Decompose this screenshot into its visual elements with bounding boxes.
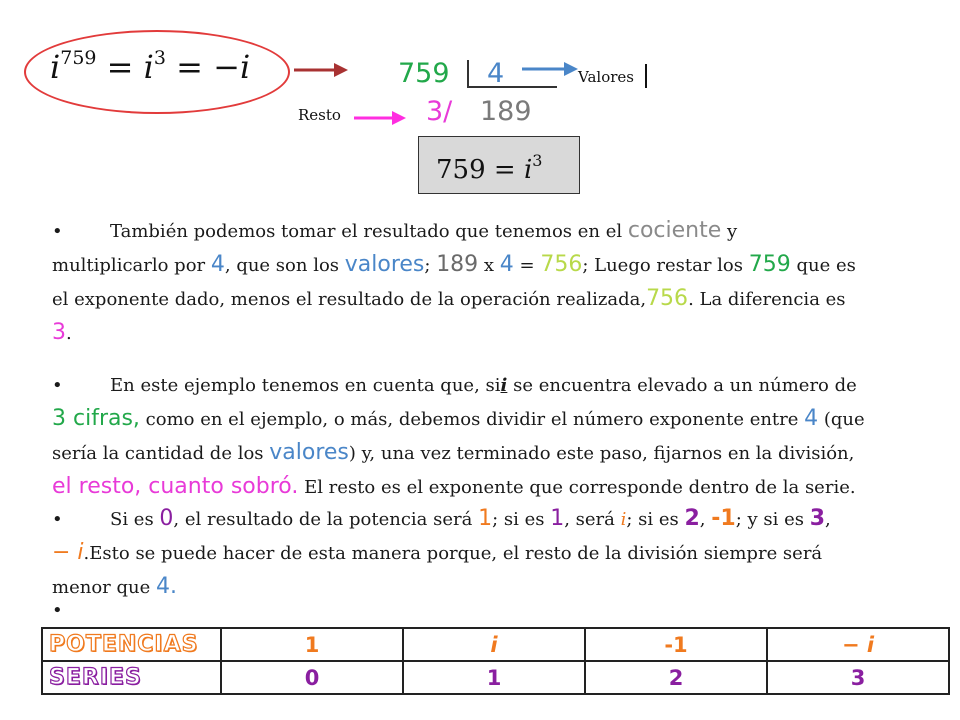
- bullet: •: [52, 600, 63, 621]
- valores-label: Valores: [578, 68, 634, 86]
- table-cell: -1: [585, 628, 767, 661]
- arrow-right-icon: [520, 59, 580, 79]
- division-remainder: 3/: [426, 96, 453, 127]
- equation: $i^{759} = i^3 = -i$: [50, 47, 251, 86]
- division-dividend: 759: [398, 58, 450, 89]
- bullet: •: [52, 509, 63, 530]
- division-bracket: [467, 86, 557, 88]
- table-row: [42, 661, 949, 694]
- table-cell: i: [403, 628, 585, 661]
- text-cursor: [645, 64, 647, 88]
- table-cell: 3: [767, 661, 949, 694]
- division-divisor: 4: [487, 58, 505, 89]
- result-equation: $759 = i^3$: [436, 151, 543, 185]
- paragraph-cociente: • También podemos tomar el resultado que tenemos en el cociente y multiplicarlo por 4, que son los valores; 189 x 4 = 756; Luego restar los 759 que es el exponente dado, menos el resultado de la operación realizada,756. La diferencia es 3.: [52, 214, 952, 350]
- arrow-right-icon: [292, 60, 352, 80]
- table-row-header: SERIES: [42, 661, 221, 694]
- paragraph-cifras: • En este ejemplo tenemos en cuenta que, sii se encuentra elevado a un número de 3 cifras, como en el ejemplo, o más, debemos dividir el número exponente entre 4 (que sería la cantidad de los valores) y, una vez terminado este paso, fijarnos en la división, el resto, cuanto sobró. El resto es el exponente que corresponde dentro de la serie.: [52, 369, 952, 504]
- arrow-right-icon: [352, 108, 410, 128]
- resto-label: Resto: [298, 106, 341, 124]
- table-row-header: POTENCIAS: [42, 628, 221, 661]
- powers-table: [41, 627, 950, 695]
- table-cell: 0: [221, 661, 403, 694]
- bullet: •: [52, 221, 63, 242]
- table-row: [42, 628, 949, 661]
- table-cell: 1: [403, 661, 585, 694]
- table-cell: 2: [585, 661, 767, 694]
- division-bracket: [467, 60, 469, 88]
- bullet: •: [52, 375, 63, 396]
- table-cell: − i: [767, 628, 949, 661]
- table-cell: 1: [221, 628, 403, 661]
- paragraph-resto: • Si es 0, el resultado de la potencia será 1; si es 1, será i; si es 2, -1; y si es 3, − i.Esto se puede hacer de esta manera porque, el resto de la división siempre será menor que 4.: [52, 502, 952, 604]
- division-quotient: 189: [480, 96, 532, 127]
